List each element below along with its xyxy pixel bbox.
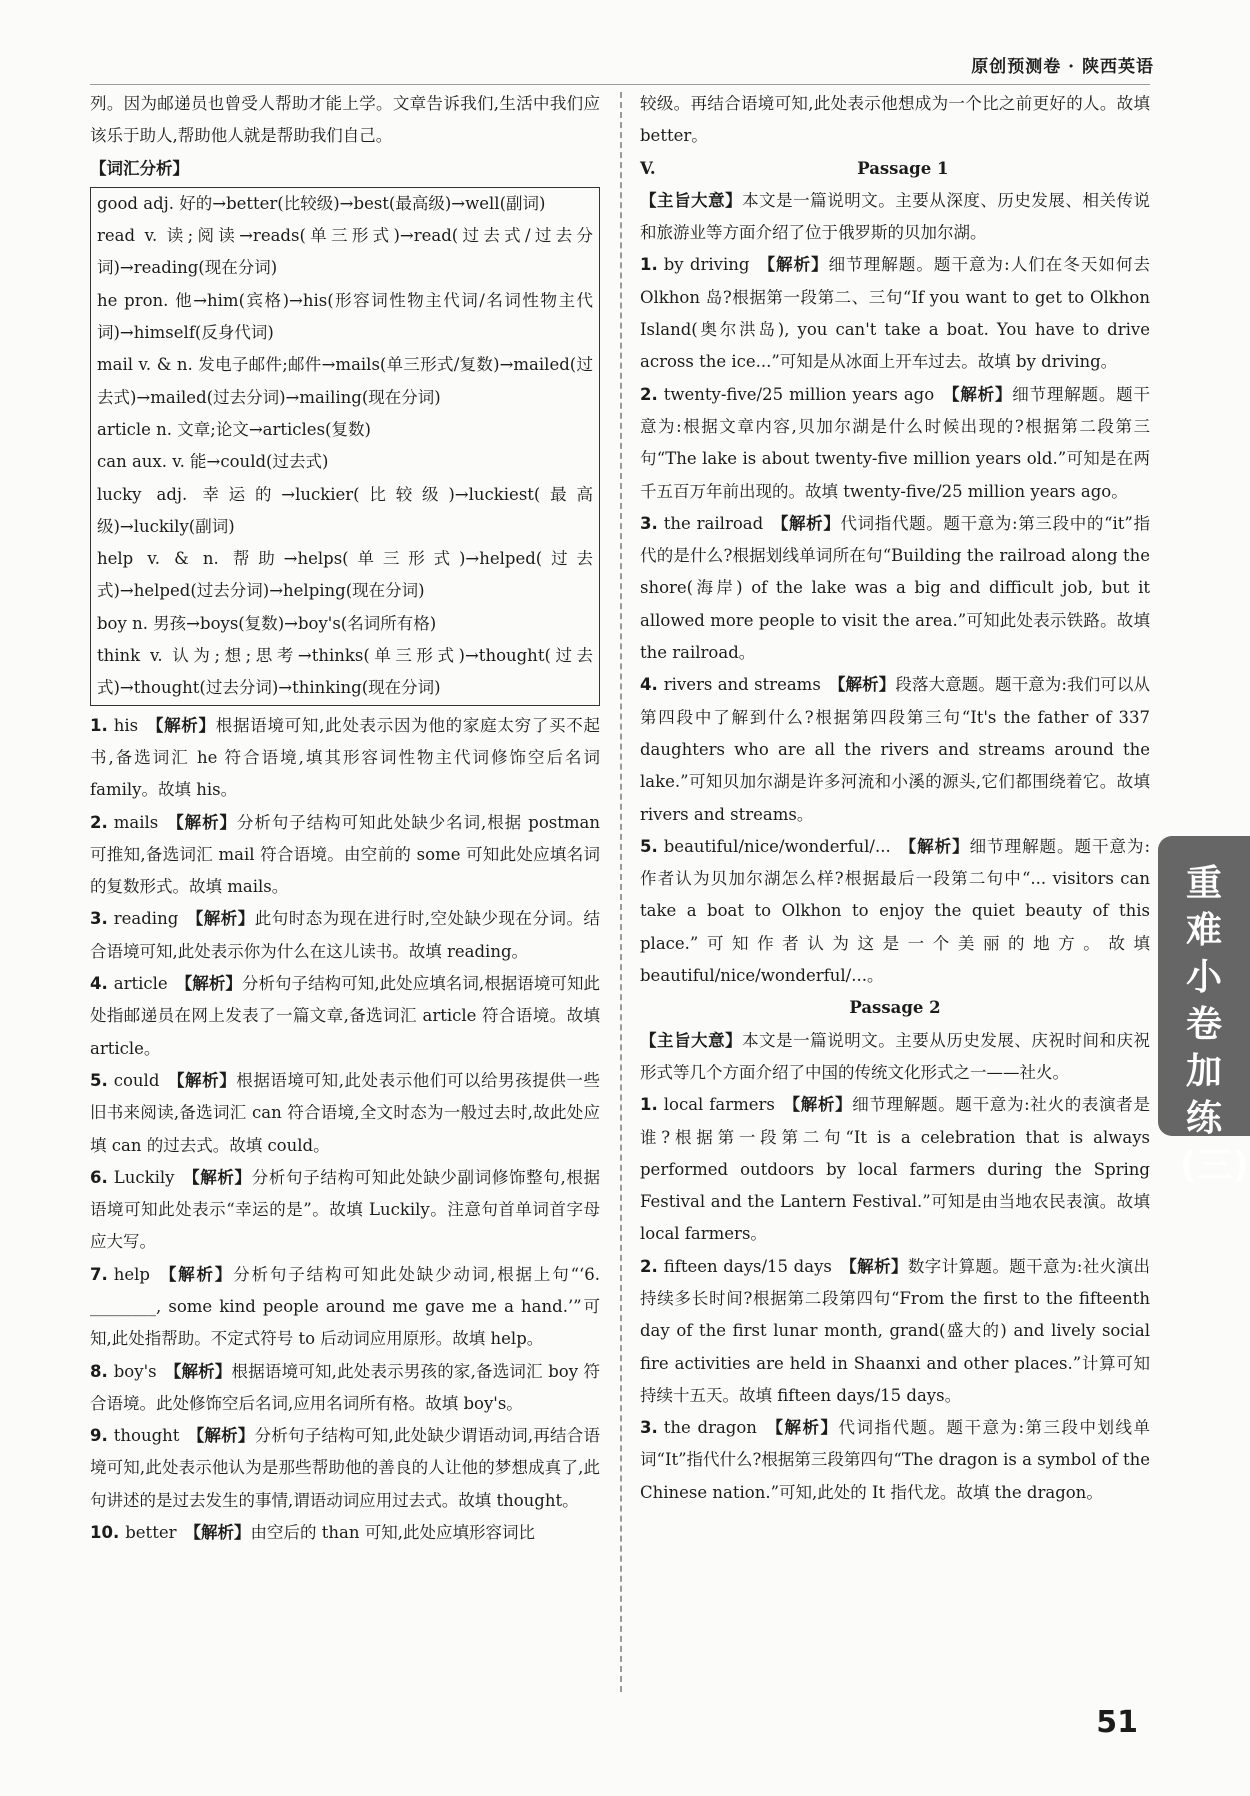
answer-item: 4. article 【解析】分析句子结构可知,此处应填名词,根据语境可知此处指邮递员在网上发表了一篇文章,备选词汇 article 符合语境。故填 article。 <box>90 974 600 1058</box>
answer-item: 1. by driving 【解析】细节理解题。题干意为:人们在冬天如何去 Olkhon 岛?根据第一段第二、三句“If you want to get to Olkhon Island(奥尔洪岛), you can't take a boat. You have to drive across the ice...”可知是从冰面上开车过去。故填 by driving。 <box>640 255 1150 372</box>
left-column <box>90 88 600 1549</box>
vocab-entry: help v. & n. 帮助→helps(单三形式)→helped(过去式)→helped(过去分词)→helping(现在分词) <box>97 549 593 601</box>
answer-item: 1. local farmers 【解析】细节理解题。题干意为:社火的表演者是谁?根据第一段第二句“It is a celebration that is always performed outdoors by local farmers during the Spring Festival and the Lantern Festival.”可知是由当地农民表演。故填 local farmers。 <box>640 1095 1150 1244</box>
answer-item: 3. the railroad 【解析】代词指代题。题干意为:第三段中的“it”指代的是什么?根据划线单词所在句“Building the railroad along the shore(海岸) of the lake was a big and difficult job, but it allowed more people to visit the area.”可知此处表示铁路。故填 the railroad。 <box>640 513 1151 663</box>
passage-heading: Passage 2 <box>849 998 941 1018</box>
answer-item: 9. thought 【解析】分析句子结构可知,此处缺少谓语动词,再结合语境可知,此处表示他认为是那些帮助他的善良的人让他的梦想成真了,此句讲述的是过去发生的事情,谓语动词应用过去式。故填 thought。 <box>90 1426 601 1510</box>
answer-item: 8. boy's 【解析】根据语境可知,此处表示男孩的家,备选词汇 boy 符合语境。此处修饰空后名词,应用名词所有格。故填 boy's。 <box>90 1361 600 1413</box>
vocab-entry: he pron. 他→him(宾格)→his(形容词性物主代词/名词性物主代词)→himself(反身代词) <box>97 290 593 343</box>
answer-item: 7. help 【解析】分析句子结构可知此处缺少动词,根据上句“‘6. ________, some kind people around me gave me a hand.’”可知,此处指帮助。不定式符号 to 后动词应用原形。故填 help。 <box>90 1264 601 1349</box>
column-divider <box>620 92 622 1692</box>
vocab-entry: good adj. 好的→better(比较级)→best(最高级)→well(副词) <box>97 193 546 213</box>
continued-text: 较级。再结合语境可知,此处表示他想成为一个比之前更好的人。故填 better。 <box>640 94 1150 146</box>
vocab-entry: think v. 认为;想;思考→thinks(单三形式)→thought(过去式)→thought(过去分词)→thinking(现在分词) <box>97 646 593 698</box>
answer-item: 10. better 【解析】由空后的 than 可知,此处应填形容词比 <box>90 1523 535 1543</box>
intro-text: 列。因为邮递员也曾受人帮助才能上学。文章告诉我们,生活中我们应该乐于助人,帮助他人就是帮助我们自己。 <box>90 94 600 146</box>
vocab-entry: read v. 读;阅读→reads(单三形式)→read(过去式/过去分词)→reading(现在分词) <box>97 226 593 278</box>
answer-item: 6. Luckily 【解析】分析句子结构可知此处缺少副词修饰整句,根据语境可知此处表示“幸运的是”。故填 Luckily。注意句首单词首字母应大写。 <box>90 1167 601 1252</box>
vocab-label: 【词汇分析】 <box>90 158 189 178</box>
summary: 【主旨大意】本文是一篇说明文。主要从历史发展、庆祝时间和庆祝形式等几个方面介绍了中国的传统文化形式之一——社火。 <box>640 1030 1151 1082</box>
vocab-entry: can aux. v. 能→could(过去式) <box>97 452 329 472</box>
section-number: V. <box>640 158 656 178</box>
answer-item: 2. mails 【解析】分析句子结构可知此处缺少名词,根据 postman 可推知,备选词汇 mail 符合语境。由空前的 some 可知此处应填名词的复数形式。故填 mails。 <box>90 812 600 897</box>
vocab-entry: lucky adj. 幸运的→luckier(比较级)→luckiest(最高级)→luckily(副词) <box>97 484 593 536</box>
answer-item: 5. beautiful/nice/wonderful/... 【解析】细节理解题。题干意为:作者认为贝加尔湖怎么样?根据最后一段第二句中“... visitors can take a boat to Olkhon to enjoy the quiet beauty of this place.”可知作者认为这是一个美丽的地方。故填 beautiful/nice/wonderful/...。 <box>640 836 1151 986</box>
right-column <box>640 88 1150 1509</box>
header-rule <box>90 84 1150 85</box>
summary: 【主旨大意】本文是一篇说明文。主要从深度、历史发展、相关传说和旅游业等方面介绍了位于俄罗斯的贝加尔湖。 <box>640 190 1151 243</box>
passage-heading: V. Passage 1 <box>640 153 1150 185</box>
answer-item: 2. fifteen days/15 days 【解析】数字计算题。题干意为:社火演出持续多长时间?根据第二段第四句“From the first to the fifteenth day of the first lunar month, grand(盛大的) and lively social fire activities are held in Shaanxi and other places.”计算可知持续十五天。故填 fifteen days/15 days。 <box>640 1256 1151 1405</box>
answer-item: 4. rivers and streams 【解析】段落大意题。题干意为:我们可以从第四段中了解到什么?根据第四段第三句“It's the father of 337 daughters who are all the rivers and streams around the lake.”可知贝加尔湖是许多河流和小溪的源头,它们都围绕着它。故填 rivers and streams。 <box>640 675 1151 824</box>
vocab-box <box>90 187 600 706</box>
answer-item: 3. the dragon 【解析】代词指代题。题干意为:第三段中划线单词“It”指代什么?根据第三段第四句“The dragon is a symbol of the Chinese nation.”可知,此处的 It 指代龙。故填 the dragon。 <box>640 1418 1150 1502</box>
answer-item: 5. could 【解析】根据语境可知,此处表示他们可以给男孩提供一些旧书来阅读,备选词汇 can 符合语境,全文时态为一般过去时,故此处应填 can 的过去式。故填 could。 <box>90 1070 600 1155</box>
answer-item: 1. his 【解析】根据语境可知,此处表示因为他的家庭太穷了买不起书,备选词汇 he 符合语境,填其形容词性物主代词修饰空后名词 family。故填 his。 <box>90 715 601 800</box>
page-header: 原创预测卷 · 陕西英语 <box>971 57 1154 77</box>
section-tab-label: 重难小卷加练(三) <box>1180 863 1249 1186</box>
answer-item: 3. reading 【解析】此句时态为现在进行时,空处缺少现在分词。结合语境可知,此处表示你为什么在这儿读书。故填 reading。 <box>90 909 601 961</box>
page-number: 51 <box>1096 1705 1138 1740</box>
vocab-entry: mail v. & n. 发电子邮件;邮件→mails(单三形式/复数)→mailed(过去式)→mailed(过去分词)→mailing(现在分词) <box>97 355 593 407</box>
vocab-entry: boy n. 男孩→boys(复数)→boy's(名词所有格) <box>97 613 437 633</box>
section-tab <box>1158 836 1250 1186</box>
answer-item: 2. twenty-five/25 million years ago 【解析】细节理解题。题干意为:根据文章内容,贝加尔湖是什么时候出现的?根据第二段第三句“The lake is about twenty-five million years old.”可知是在两千五百万年前出现的。故填 twenty-five/25 million years ago。 <box>640 384 1151 501</box>
vocab-entry: article n. 文章;论文→articles(复数) <box>97 419 371 439</box>
